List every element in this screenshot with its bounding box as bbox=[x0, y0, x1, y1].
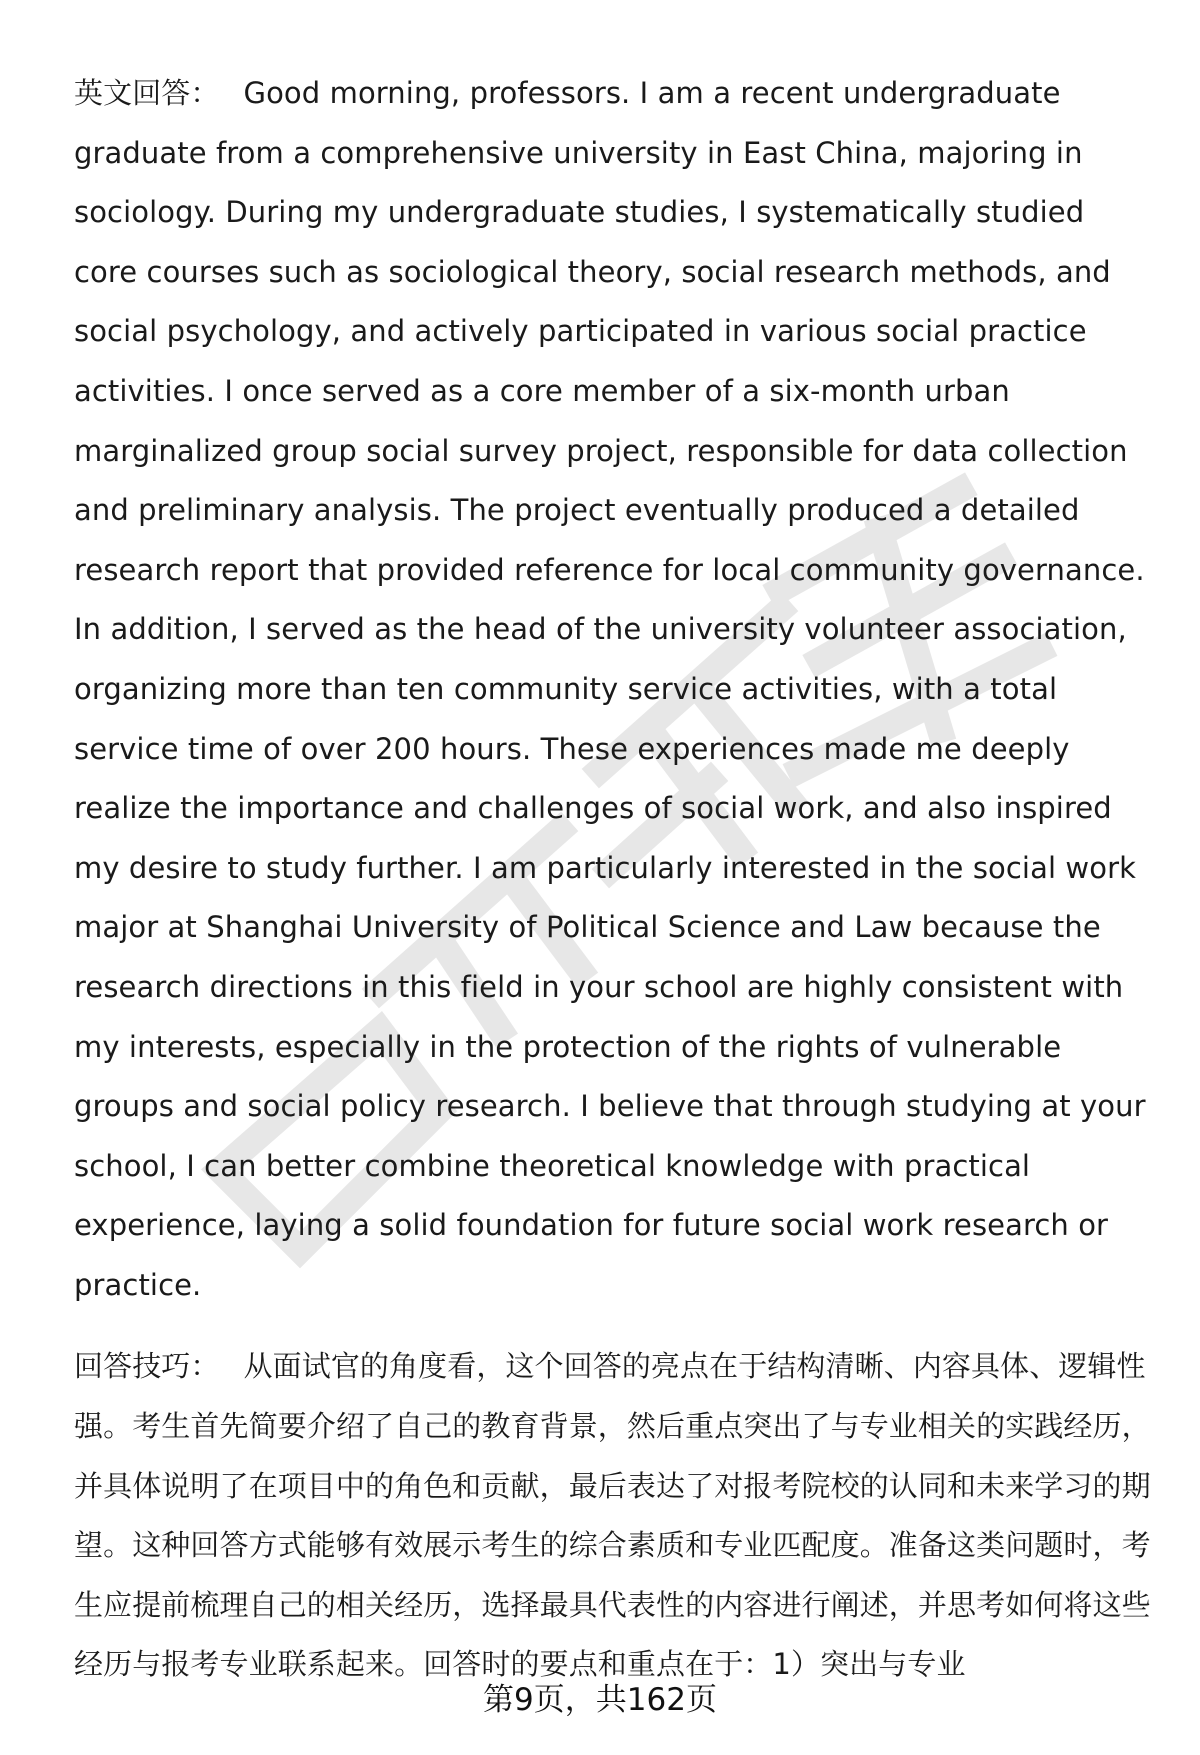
english-answer-paragraph bbox=[74, 64, 1154, 1315]
english-answer-text: Good morning, professors. I am a recent undergraduate graduate from a comprehensive university in East China, majoring in sociology. During my undergraduate studies, I systematically studied core courses such as sociological theory, social research methods, and social psychology, and actively participated in various social practice activities. I once served as a core member of a six-month urban marginalized group social survey project, responsible for data collection and preliminary analysis. The project eventually produced a detailed research report that provided reference for local community governance. In addition, I served as the head of the university volunteer association, organizing more than ten community service activities, with a total service time of over 200 hours. These experiences made me deeply realize the importance and challenges of social work, and also inspired my desire to study further. I am particularly interested in the social work major at Shanghai University of Political Science and Law because the research directions in this field in your school are highly consistent with my interests, especially in the protection of the rights of vulnerable groups and social policy research. I believe that through studying at your school, I can better combine theoretical knowledge with practical experience, laying a solid foundation for future social work research or practice. bbox=[74, 76, 1146, 1302]
answer-tips-label: 回答技巧： bbox=[74, 1349, 220, 1384]
page-number-footer: 第9页，共162页 bbox=[483, 1682, 717, 1718]
english-answer-label: 英文回答： bbox=[74, 76, 220, 110]
answer-tips-text: 从面试官的角度看，这个回答的亮点在于结构清晰、内容具体、逻辑性强。考生首先简要介绍了自己的教育背景，然后重点突出了与专业相关的实践经历，并具体说明了在项目中的角色和贡献，最后表达了对报考院校的认同和未来学习的期望。这种回答方式能够有效展示考生的综合素质和专业匹配度。准备这类问题时，考生应提前梳理自己的相关经历，选择最具代表性的内容进行阐述，并思考如何将这些经历与报考专业联系起来。回答时的要点和重点在于：1）突出与专业 bbox=[74, 1349, 1151, 1682]
answer-tips-paragraph bbox=[74, 1337, 1154, 1695]
content-area bbox=[74, 64, 1154, 1695]
